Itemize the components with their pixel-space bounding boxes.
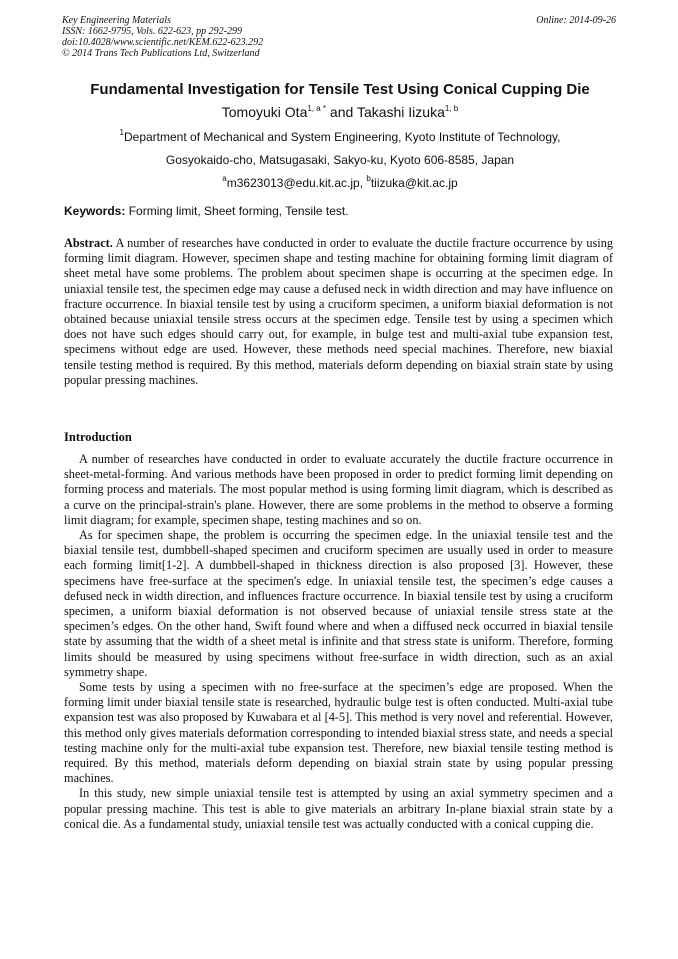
email-a[interactable]: m3623013@edu.kit.ac.jp, — [226, 176, 367, 190]
keywords-label: Keywords: — [64, 204, 126, 218]
paragraph: As for specimen shape, the problem is occurring the specimen edge. In the uniaxial tensile test and the biaxial tensile test, dumbbell-shaped specimen and cruciform specimen are usually used in order to measure each forming limit[1-2]. A dumbbell-shaped in thickness direction is also proposed [3]. However, these specimens have free-surface at the specimen's edge. In uniaxial tensile test, the specimen’s edge causes a defused neck in width direction, and influences fracture occurrence. In biaxial tensile test by using a cruciform specimen, a uniform biaxial deformation is not observed because of uniaxial tensile stress state at the specimen’s edges. On the other hand, Swift found where and when a diffused neck occurred in biaxial tensile state by assuming that the width of a sheet metal is infinite and that stress state is uniform. Therefore, forming limits should be measured by using specimens without free-surface in width direction, such as an axial symmetry shape. — [64, 528, 613, 679]
doi-line[interactable]: doi:10.4028/www.scientific.net/KEM.622-623.292 — [62, 37, 264, 48]
abstract — [64, 236, 613, 388]
online-date: Online: 2014-09-26 — [536, 15, 616, 26]
introduction-body — [64, 452, 613, 832]
affiliation-text: Department of Mechanical and System Engineering, Kyoto Institute of Technology, — [123, 130, 561, 144]
copyright-line: © 2014 Trans Tech Publications Ltd, Switzerland — [62, 48, 260, 59]
paper-title: Fundamental Investigation for Tensile Test Using Conical Cupping Die — [90, 81, 590, 98]
paragraph: Some tests by using a specimen with no free-surface at the specimen’s edge are proposed. When the forming limit under biaxial tensile state is researched, hydraulic bulge test is often conducted. Multi-axial tube expansion test was also proposed by Kuwabara et al [4-5]. This method is very novel and referential. However, this method only gives materials deformation corresponding to intended biaxial stress state, and needs a special testing machine only for the multi-axial tube expansion test. Therefore, new biaxial tensile testing method is required. By this method, materials deform depending on biaxial strain state by using popular pressing machines. — [64, 680, 613, 786]
abstract-label: Abstract. — [64, 236, 113, 250]
abstract-text: A number of researches have conducted in order to evaluate the ductile fracture occurrence by using forming limit diagram. However, specimen shape and testing machine for obtaining forming limit diagram of sheet metal have some problems. The problem about specimen shape is occurring at the specimen edge. In uniaxial tensile test, the specimen edge may cause a defused neck in width direction and may have influence on fracture occurrence. In biaxial tensile test by using a cruciform specimen, a uniform biaxial deformation is not obtained because uniaxial tensile stress occurs at the specimen edge. Tensile test by using a specimen which does not have such edges should carry out, for example, in bulge test and multi-axial tube expansion test, specimens without edge are used. However, these methods need special machines. Therefore, new biaxial tensile testing method is required. By this method, materials deform depending on biaxial strain state by using popular pressing machines. — [64, 236, 613, 387]
email-mark: b — [366, 174, 371, 183]
email-mark: a — [222, 174, 227, 183]
section-heading: Introduction — [64, 430, 132, 444]
affiliation-line-1 — [40, 129, 640, 145]
keywords-text: Forming limit, Sheet forming, Tensile test. — [125, 204, 349, 218]
paragraph: In this study, new simple uniaxial tensile test is attempted by using an axial symmetry specimen and a popular pressing machine. This test is able to give materials an arbitrary In-plane biaxial strain state by a conical die. As a fundamental study, uniaxial tensile test was actually conducted with a conical cupping die. — [64, 786, 613, 831]
keywords — [64, 203, 624, 219]
email-b[interactable]: tiizuka@kit.ac.jp — [370, 176, 458, 190]
paragraph: A number of researches have conducted in order to evaluate accurately the ductile fracture occurrence in sheet-metal-forming. And various methods have been proposed in order to predict forming limit depending on forming process and materials. The most popular method is using forming limit diagram, which is described as a curve on the principal-strain's plane. However, there are some problems in the method to observe a forming limit diagram; for example, specimen shape, testing machines and so on. — [64, 452, 613, 527]
author-name: Takashi Iizuka — [356, 104, 445, 120]
affiliation-mark: 1 — [119, 128, 124, 137]
author-affiliation-mark: 1, b — [444, 104, 459, 113]
issn-line: ISSN: 1662-9795, Vols. 622-623, pp 292-299 — [62, 26, 242, 37]
author-line — [40, 103, 640, 121]
email-line — [40, 175, 640, 191]
affiliation-line-2: Gosyokaido-cho, Matsugasaki, Sakyo-ku, Kyoto 606-8585, Japan — [165, 153, 515, 167]
journal-header — [62, 15, 616, 59]
author-name: Tomoyuki Ota — [221, 104, 308, 120]
journal-name: Key Engineering Materials — [62, 15, 171, 26]
author-affiliation-mark: 1, a * — [307, 104, 327, 113]
author-joiner: and — [326, 104, 357, 120]
